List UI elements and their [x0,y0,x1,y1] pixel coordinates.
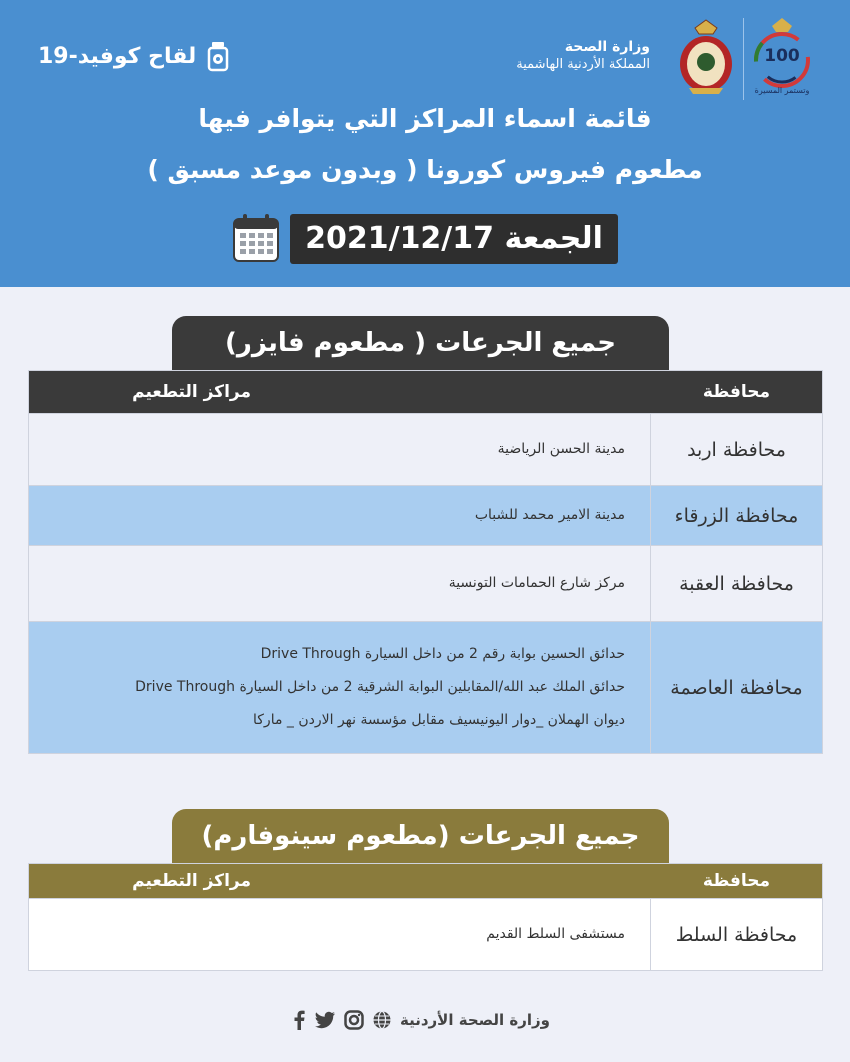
globe-icon[interactable] [372,1010,392,1030]
centers-cell [29,486,650,545]
sinopharm-table [28,863,823,971]
covid-vaccine-label [38,40,232,72]
date-badge: الجمعة 2021/12/17 [290,214,618,264]
vaccine-vial-icon [204,40,232,72]
center-item: ديوان الهملان _دوار اليونيسيف مقابل مؤسسة نهر الاردن _ ماركا [253,712,625,728]
col-centers: مراكز التطعيم [132,871,251,891]
center-item: حدائق الملك عبد الله/المقابلين البوابة الشرقية 2 من داخل السيارة Drive Through [135,679,625,695]
centers-cell [29,622,650,753]
table-row [29,413,822,485]
calendar-icon [232,213,280,263]
centers-cell [29,414,650,485]
table-row [29,545,822,621]
table-row [29,621,822,753]
col-governorate: محافظة [702,382,771,402]
pfizer-table [28,370,823,754]
col-governorate: محافظة [702,871,771,891]
twitter-icon[interactable] [314,1011,336,1029]
ministry-title [516,38,650,74]
table-row [29,485,822,545]
center-item: حدائق الحسين بوابة رقم 2 من داخل السيارة Drive Through [260,646,625,662]
logo-divider [743,18,744,100]
center-item: مدينة الحسن الرياضية [497,441,625,457]
ministry-name: وزارة الصحة [564,39,650,55]
covid-label-text: لقاح كوفيد-19 [38,43,197,69]
pfizer-table-header [29,371,822,413]
centennial-slogan: وتستمر المسيرة [754,86,810,95]
jordan-emblem-icon [675,18,737,96]
center-item: مدينة الامير محمد للشباب [474,507,625,523]
pfizer-section-title: (مطعوم فايزر ) جميع الجرعات [172,316,669,370]
footer-ministry-name: وزارة الصحة الأردنية [400,1011,550,1029]
sinopharm-section-title: (مطعوم سينوفارم) جميع الجرعات [172,809,669,863]
governorate-cell: محافظة السلط [650,899,822,970]
governorate-cell: محافظة العقبة [650,546,822,621]
centennial-number: 100 [764,46,800,66]
page-title-line2: مطعوم فيروس كورونا ( وبدون موعد مسبق ) [147,155,703,184]
governorate-cell: محافظة اربد [650,414,822,485]
center-item: مستشفى السلط القديم [486,926,625,942]
governorate-cell: محافظة العاصمة [650,622,822,753]
centers-cell [29,546,650,621]
sinopharm-table-header [29,864,822,898]
table-row [29,898,822,970]
center-item: مركز شارع الحمامات التونسية [448,575,625,591]
page-title-line1: قائمة اسماء المراكز التي يتوافر فيها [198,104,652,133]
footer [292,1010,550,1030]
col-centers: مراكز التطعيم [132,382,251,402]
facebook-icon[interactable] [292,1010,306,1030]
kingdom-name: المملكة الأردنية الهاشمية [516,57,650,72]
governorate-cell: محافظة الزرقاء [650,486,822,545]
instagram-icon[interactable] [344,1010,364,1030]
centers-cell [29,899,650,970]
